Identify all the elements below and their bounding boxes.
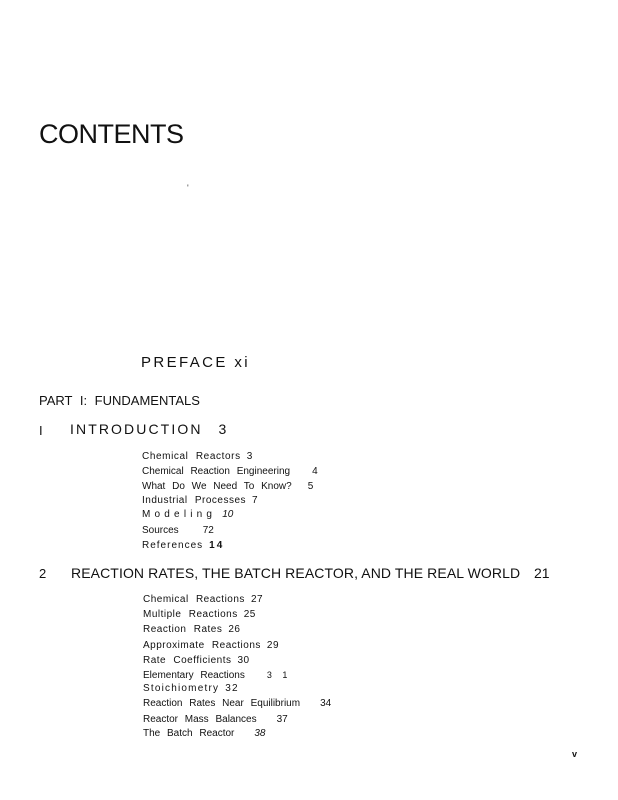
toc-entry	[142, 451, 253, 462]
entry-page: 34	[320, 698, 332, 709]
entry-title: Elementary Reactions	[143, 670, 245, 681]
preface-page: xi	[234, 354, 251, 371]
entry-title: Chemical Reaction Engineering	[142, 466, 291, 477]
chapter-2-title: REACTION RATES, THE BATCH REACTOR, AND THE REAL WORLD	[71, 565, 521, 581]
toc-entry	[143, 594, 263, 605]
toc-entry	[143, 640, 279, 651]
toc-entry	[143, 670, 289, 681]
entry-page: 37	[276, 714, 288, 725]
entry-page: 10	[222, 509, 234, 520]
entry-title: Sources	[142, 525, 179, 536]
toc-entry	[142, 525, 214, 536]
entry-title: References	[142, 540, 204, 551]
toc-entry	[143, 714, 288, 725]
entry-title: What Do We Need To Know?	[142, 481, 292, 492]
entry-page: 29	[266, 640, 280, 651]
entry-title: The Batch Reactor	[143, 728, 235, 739]
entry-page: 32	[225, 683, 239, 694]
entry-page: 26	[228, 624, 241, 635]
entry-title: Reaction Rates Near Equilibrium	[143, 698, 301, 709]
entry-title: Rate Coefficients	[143, 655, 232, 666]
entry-title: Modeling	[142, 509, 217, 520]
toc-entry	[142, 495, 258, 506]
page-number: v	[572, 749, 578, 759]
entry-title: Chemical Reactions	[143, 594, 245, 605]
entry-page: 3	[246, 451, 253, 462]
entry-page: 14	[209, 540, 225, 551]
chapter-1-number: I	[39, 423, 43, 438]
toc-entry	[143, 683, 239, 694]
stray-mark: '	[187, 183, 189, 193]
entry-title: Multiple Reactions	[143, 609, 238, 620]
toc-entry	[143, 698, 331, 709]
page-title: CONTENTS	[39, 119, 184, 149]
toc-entry	[143, 624, 241, 635]
preface-label: PREFACE	[141, 354, 228, 371]
toc-entry	[143, 609, 256, 620]
entry-page: 38	[254, 728, 266, 739]
chapter-1-heading	[70, 421, 228, 437]
preface-entry	[141, 354, 250, 371]
chapter-2-page: 21	[534, 565, 550, 581]
entry-page: 30	[237, 655, 250, 666]
toc-entry	[142, 481, 313, 492]
toc-entry	[143, 728, 266, 739]
entry-page: 4	[312, 466, 318, 477]
part-heading: PART I: FUNDAMENTALS	[39, 393, 200, 408]
entry-page: 3 1	[266, 670, 290, 680]
entry-page: 5	[307, 481, 314, 492]
entry-title: Approximate Reactions	[143, 640, 261, 651]
chapter-2-number: 2	[39, 566, 47, 581]
entry-page: 25	[243, 609, 256, 620]
entry-title: Industrial Processes	[142, 495, 247, 506]
entry-title: Stoichiometry	[143, 683, 220, 694]
chapter-1-page: 3	[218, 421, 229, 437]
entry-title: Reactor Mass Balances	[143, 714, 257, 725]
chapter-1-title: INTRODUCTION	[70, 421, 203, 437]
entry-title: Reaction Rates	[143, 624, 223, 635]
toc-entry	[142, 540, 224, 551]
entry-page: 7	[252, 495, 259, 506]
entry-page: 27	[250, 594, 264, 605]
toc-entry	[142, 509, 233, 520]
toc-entry	[143, 655, 250, 666]
toc-entry	[142, 466, 318, 477]
entry-title: Chemical Reactors	[142, 451, 241, 462]
entry-page: 72	[202, 525, 214, 536]
